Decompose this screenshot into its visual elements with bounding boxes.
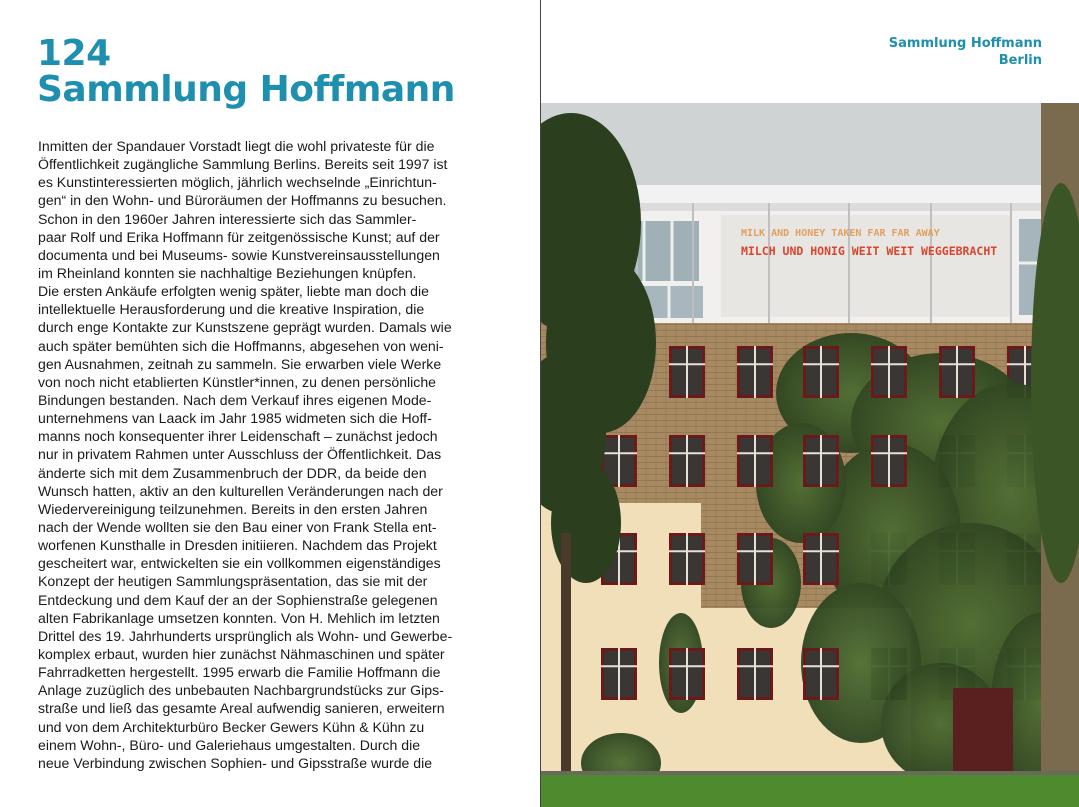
window: [669, 346, 705, 398]
body-line: komplex erbaut, wurden hier zunächst Nähmaschinen und später: [38, 645, 445, 662]
body-line: Drittel des 19. Jahrhunderts ursprünglich als Wohn- und Gewerbe-: [38, 627, 453, 644]
body-line: alten Fabrikanlage umsetzen konnten. Von H. Mehlich im letzten: [38, 609, 440, 626]
body-line: einem Wohn-, Büro- und Galeriehaus umgestalten. Durch die: [38, 736, 421, 753]
window: [669, 435, 705, 487]
body-line: paar Rolf und Erika Hoffmann für zeitgenössische Kunst; auf der: [38, 228, 440, 245]
window: [601, 648, 637, 700]
body-line: im Rheinland konnten sie nachhaltige Beziehungen knüpfen.: [38, 264, 417, 281]
window: [669, 648, 705, 700]
body-text: [38, 137, 500, 772]
body-line: documenta und bei Museums- sowie Kunstvereinsausstellungen: [38, 246, 440, 263]
chapter-title: Sammlung Hoffmann: [37, 69, 455, 110]
window: [737, 533, 773, 585]
body-line: Wiedervereinigung teilzunehmen. Bereits in den ersten Jahren: [38, 500, 428, 517]
body-line: auch später bemühten sich die Hoffmanns, abgesehen von weni-: [38, 337, 444, 354]
body-line: durch enge Kontakte zur Kunstszene geprägt wurden. Damals wie: [38, 319, 452, 336]
body-line: neue Verbindung zwischen Sophien- und Gipsstraße wurde die: [38, 754, 433, 771]
window: [871, 346, 907, 398]
body-line: nur in privatem Rahmen unter Ausschluss der Öffentlichkeit. Das: [38, 446, 442, 463]
body-line: Konzept der heutigen Sammlungspräsentation, das sie mit der: [38, 573, 428, 590]
body-line: Bindungen bestanden. Nach dem Verkauf ihres eigenen Mode-: [38, 391, 432, 408]
facade-text-english: MILK AND HONEY TAKEN FAR FAR AWAY: [741, 228, 940, 239]
body-line: es Kunstinteressierten möglich, jährlich wechselnde „Einrichtun-: [38, 174, 437, 191]
body-line: Fahrradketten hergestellt. 1995 erwarb die Familie Hoffmann die: [38, 664, 441, 681]
body-line: manns noch konsequenter ihrer Leidenschaft – zunächst jedoch: [38, 428, 438, 445]
body-line: gen Ausnahmen, zeitnah zu sammeln. Sie erwarben viele Werke: [38, 355, 442, 372]
body-line: nach der Wende wollten sie den Bau einer von Frank Stella ent-: [38, 518, 437, 535]
body-line: von noch nicht etablierten Künstler*innen, zu denen persönliche: [38, 373, 437, 390]
body-line: gen“ in den Wohn- und Büroräumen der Hoffmanns zu besuchen.: [38, 192, 447, 209]
body-line: änderte sich mit dem Zusammenbruch der DDR, da beide den: [38, 464, 427, 481]
upper-floor: [585, 185, 1065, 328]
running-header: [889, 35, 1042, 69]
window: [803, 648, 839, 700]
right-page: [541, 0, 1079, 807]
body-line: Wunsch hatten, aktiv an den kulturellen Veränderungen nach der: [38, 482, 443, 499]
window: [939, 346, 975, 398]
body-line: Schon in den 1960er Jahren interessierte sich das Sammler-: [38, 210, 417, 227]
body-line: Entdeckung und dem Kauf der an der Sophienstraße gelegenen: [38, 591, 438, 608]
body-line: straße und ließ das gesamte Areal aufwendig sanieren, erweitern: [38, 700, 445, 717]
body-line: Die ersten Ankäufe erfolgten wenig später, liebte man doch die: [38, 283, 429, 300]
building-photo: [541, 103, 1079, 807]
window: [737, 648, 773, 700]
body-line: gescheitert war, entwickelten sie ein vollkommen eigenständiges: [38, 555, 441, 572]
window: [871, 435, 907, 487]
window: [803, 346, 839, 398]
window: [737, 346, 773, 398]
window: [803, 533, 839, 585]
body-line: Öffentlichkeit zugängliche Sammlung Berlins. Bereits seit 1997 ist: [38, 156, 448, 173]
body-line: Anlage zuzüglich des unbebauten Nachbargrundstücks zur Gips-: [38, 682, 444, 699]
window: [669, 533, 705, 585]
lawn: [541, 773, 1079, 807]
body-line: worfenen Kunsthalle in Dresden initiieren. Nachdem das Projekt: [38, 537, 437, 554]
window: [737, 435, 773, 487]
body-line: Inmitten der Spandauer Vorstadt liegt die wohl privateste für die: [38, 138, 435, 154]
running-header-city: Berlin: [998, 53, 1042, 68]
window: [803, 435, 839, 487]
facade-text-german: MILCH UND HONIG WEIT WEIT WEGGEBRACHT: [741, 244, 998, 258]
running-header-title: Sammlung Hoffmann: [888, 36, 1042, 51]
body-line: unternehmens van Laack im Jahr 1985 widmeten sich die Hoff-: [38, 410, 432, 427]
chapter-number: 124: [37, 33, 111, 74]
body-line: intellektuelle Herausforderung und die kreative Inspiration, die: [38, 301, 425, 318]
doorway: [953, 688, 1013, 778]
body-line: und von dem Architekturbüro Becker Gewers Kühn & Kühn zu: [38, 718, 425, 735]
